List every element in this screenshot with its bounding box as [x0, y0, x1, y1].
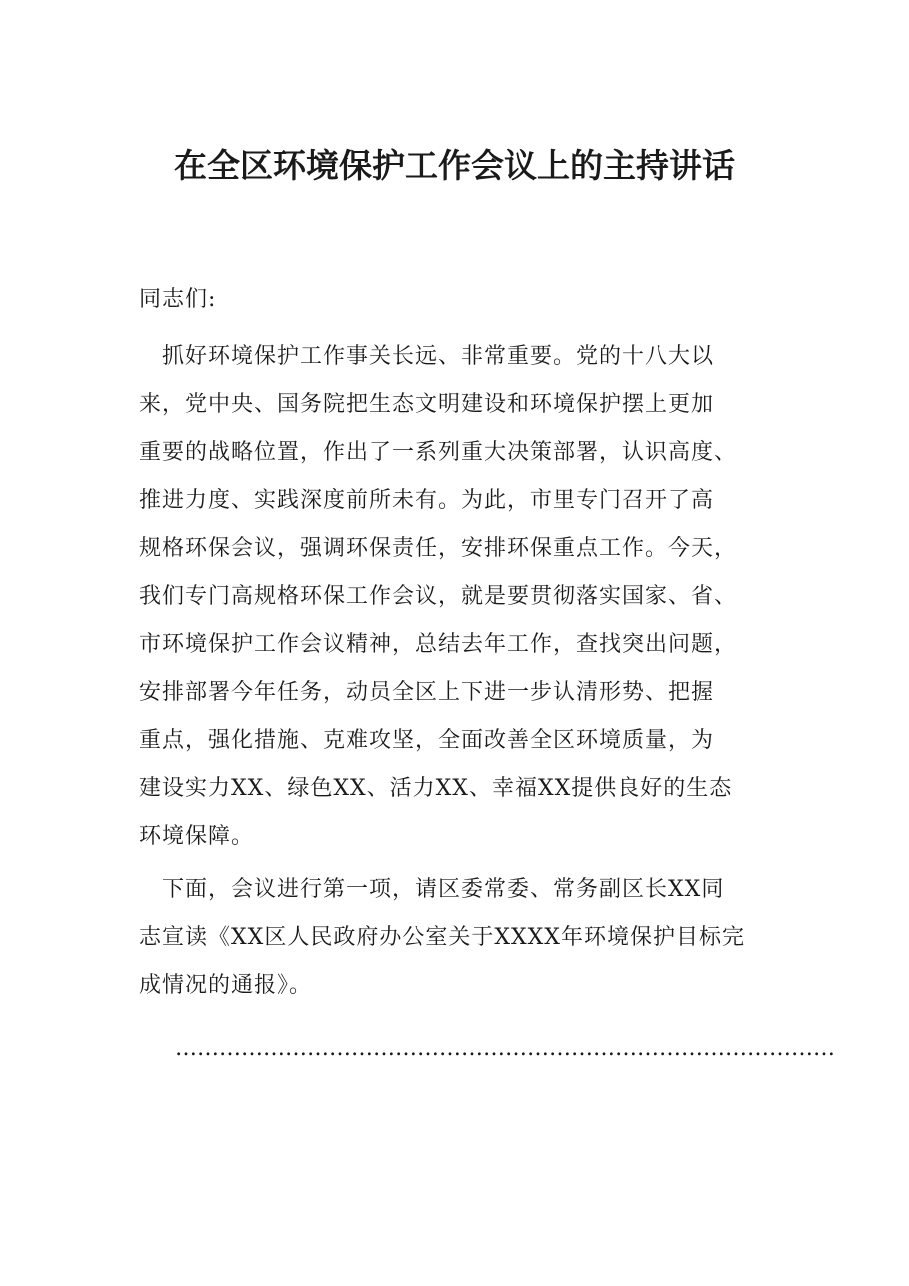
ellipsis-divider: ……………………………………………………………………………… [175, 1036, 835, 1061]
paragraph-line: 规格环保会议，强调环保责任，安排环保重点工作。今天， [139, 536, 738, 561]
paragraph-line: 建设实力XX、绿色XX、活力XX、幸福XX提供良好的生态 [139, 776, 733, 801]
paragraph-line: 环境保障。 [139, 824, 255, 849]
paragraph-opening [139, 333, 779, 861]
salutation: 同志们: [139, 287, 217, 312]
paragraph-line: 市环境保护工作会议精神，总结去年工作，查找突出问题， [139, 632, 738, 657]
paragraph-line: 重点，强化措施、克难攻坚，全面改善全区环境质量，为 [139, 728, 715, 753]
paragraph-line: 来，党中央、国务院把生态文明建设和环境保护摆上更加 [139, 392, 715, 417]
document-title: 在全区环境保护工作会议上的主持讲话 [174, 146, 735, 185]
paragraph-line: 重要的战略位置，作出了一系列重大决策部署，认识高度、 [139, 440, 738, 465]
paragraph-line: 下面，会议进行第一项，请区委常委、常务副区长XX同 [139, 877, 725, 902]
paragraph-line: 志宣读《XX区人民政府办公室关于XXXX年环境保护目标完 [139, 925, 745, 950]
paragraph-line: 推进力度、实践深度前所未有。为此，市里专门召开了高 [139, 488, 715, 513]
paragraph-line: 成情况的通报》。 [139, 973, 313, 998]
paragraph-line: 安排部署今年任务，动员全区上下进一步认清形势、把握 [139, 680, 715, 705]
paragraph-line: 我们专门高规格环保工作会议，就是要贯彻落实国家、省、 [139, 584, 738, 609]
paragraph-line: 抓好环境保护工作事关长远、非常重要。党的十八大以 [139, 344, 715, 369]
paragraph-agenda [139, 866, 779, 1010]
